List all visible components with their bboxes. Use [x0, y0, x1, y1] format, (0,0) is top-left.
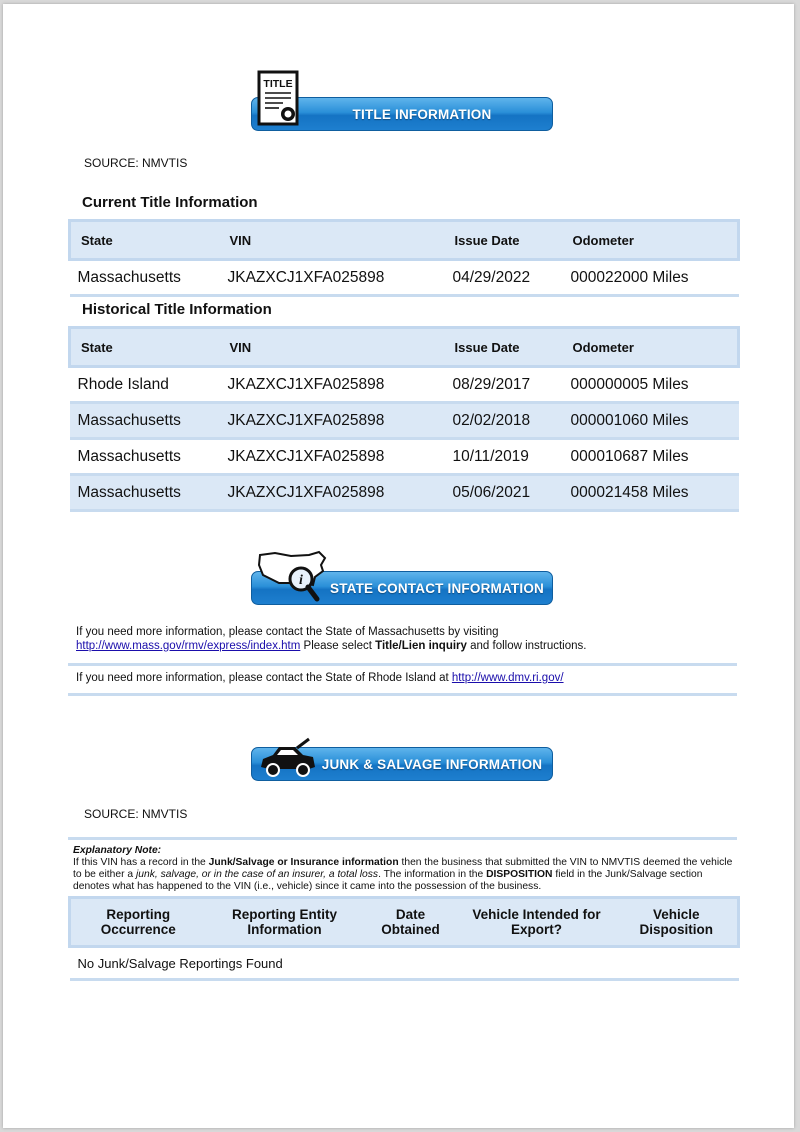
vin-cell: JKAZXCJ1XFA025898: [220, 367, 445, 403]
table-row: [70, 260, 739, 296]
contact-divider: [68, 693, 737, 696]
ma-contact-text: If you need more information, please contact the State of Massachusetts by visiting: [76, 626, 499, 638]
ma-follow-text: and follow instructions.: [466, 640, 587, 652]
odometer-cell: 000000005 Miles: [563, 367, 739, 403]
issue-date-cell: 10/11/2019: [445, 439, 563, 475]
current-title-heading: Current Title Information: [82, 194, 258, 211]
state-cell: Massachusetts: [70, 260, 220, 296]
massachusetts-contact: [68, 625, 737, 653]
state-cell: Massachusetts: [70, 403, 220, 439]
rhode-island-contact: [68, 671, 737, 685]
odometer-cell: 000022000 Miles: [563, 260, 739, 296]
title-icon-text: TITLE: [263, 78, 293, 90]
issue-date-cell: 04/29/2022: [445, 260, 563, 296]
title-information-label: TITLE INFORMATION: [352, 106, 492, 122]
table-row: [70, 403, 739, 439]
table-header-row: [70, 328, 739, 367]
odometer-cell: 000010687 Miles: [563, 439, 739, 475]
svg-text:i: i: [299, 573, 303, 588]
ri-contact-text: If you need more information, please contact the State of Rhode Island at: [76, 672, 452, 684]
note-text: . The information in the: [378, 869, 487, 880]
report-page: [3, 4, 794, 1128]
ma-title-lien-label: Title/Lien inquiry: [375, 640, 467, 652]
column-header: VIN: [220, 221, 445, 260]
note-bold-text: DISPOSITION: [486, 869, 553, 880]
issue-date-cell: 02/02/2018: [445, 403, 563, 439]
column-header: Reporting Occurrence: [70, 898, 206, 947]
table-row: [70, 439, 739, 475]
issue-date-cell: 05/06/2021: [445, 475, 563, 511]
column-header: State: [70, 221, 220, 260]
note-text: field in the Junk/Salvage section denotes what has happened to the VIN (i.e., vehicle) since it came into the possession of the business.: [73, 869, 706, 892]
historical-title-heading: Historical Title Information: [82, 301, 272, 318]
column-header: Vehicle Disposition: [616, 898, 739, 947]
explanatory-note: [68, 845, 737, 893]
table-header-row: [70, 898, 739, 947]
junk-salvage-table: [68, 896, 740, 981]
title-source: SOURCE: NMVTIS: [84, 156, 188, 170]
explanatory-note-heading: Explanatory Note:: [73, 845, 162, 856]
vin-cell: JKAZXCJ1XFA025898: [220, 475, 445, 511]
empty-message: No Junk/Salvage Reportings Found: [70, 947, 739, 980]
odometer-cell: 000021458 Miles: [563, 475, 739, 511]
table-row: [70, 947, 739, 980]
state-cell: Massachusetts: [70, 439, 220, 475]
car-icon: [257, 737, 319, 788]
junk-salvage-label: JUNK & SALVAGE INFORMATION: [321, 756, 543, 772]
note-bold-text: Junk/Salvage or Insurance information: [208, 857, 399, 868]
ri-dmv-link[interactable]: http://www.dmv.ri.gov/: [451, 672, 564, 684]
current-title-table: [68, 219, 740, 297]
note-italic-text: junk, salvage, or in the case of an insurer, a total loss: [135, 869, 379, 880]
table-header-row: [70, 221, 739, 260]
column-header: VIN: [220, 328, 445, 367]
column-header: Issue Date: [445, 221, 563, 260]
historical-title-table: [68, 326, 740, 512]
column-header: State: [70, 328, 220, 367]
ma-select-text: Please select: [300, 640, 376, 652]
junk-source: SOURCE: NMVTIS: [84, 807, 188, 821]
state-cell: Massachusetts: [70, 475, 220, 511]
note-text: If this VIN has a record in the: [73, 857, 209, 868]
vin-cell: JKAZXCJ1XFA025898: [220, 403, 445, 439]
column-header: Reporting Entity Information: [206, 898, 364, 947]
title-document-icon: [257, 70, 303, 135]
column-header: Date Obtained: [364, 898, 458, 947]
odometer-cell: 000001060 Miles: [563, 403, 739, 439]
vin-cell: JKAZXCJ1XFA025898: [220, 260, 445, 296]
note-divider: [68, 837, 737, 840]
column-header: Odometer: [563, 221, 739, 260]
state-contact-label: STATE CONTACT INFORMATION: [330, 580, 544, 596]
table-row: [70, 367, 739, 403]
note-text: then the business that submitted the VIN to NMVTIS deemed the vehicle to be either a: [73, 857, 736, 880]
state-cell: Rhode Island: [70, 367, 220, 403]
issue-date-cell: 08/29/2017: [445, 367, 563, 403]
column-header: Issue Date: [445, 328, 563, 367]
vin-cell: JKAZXCJ1XFA025898: [220, 439, 445, 475]
table-row: [70, 475, 739, 511]
us-map-magnifier-icon: [257, 549, 335, 612]
contact-divider: [68, 663, 737, 666]
column-header: Odometer: [563, 328, 739, 367]
ma-rmv-link[interactable]: http://www.mass.gov/rmv/express/index.htm: [76, 640, 301, 652]
column-header: Vehicle Intended for Export?: [458, 898, 616, 947]
